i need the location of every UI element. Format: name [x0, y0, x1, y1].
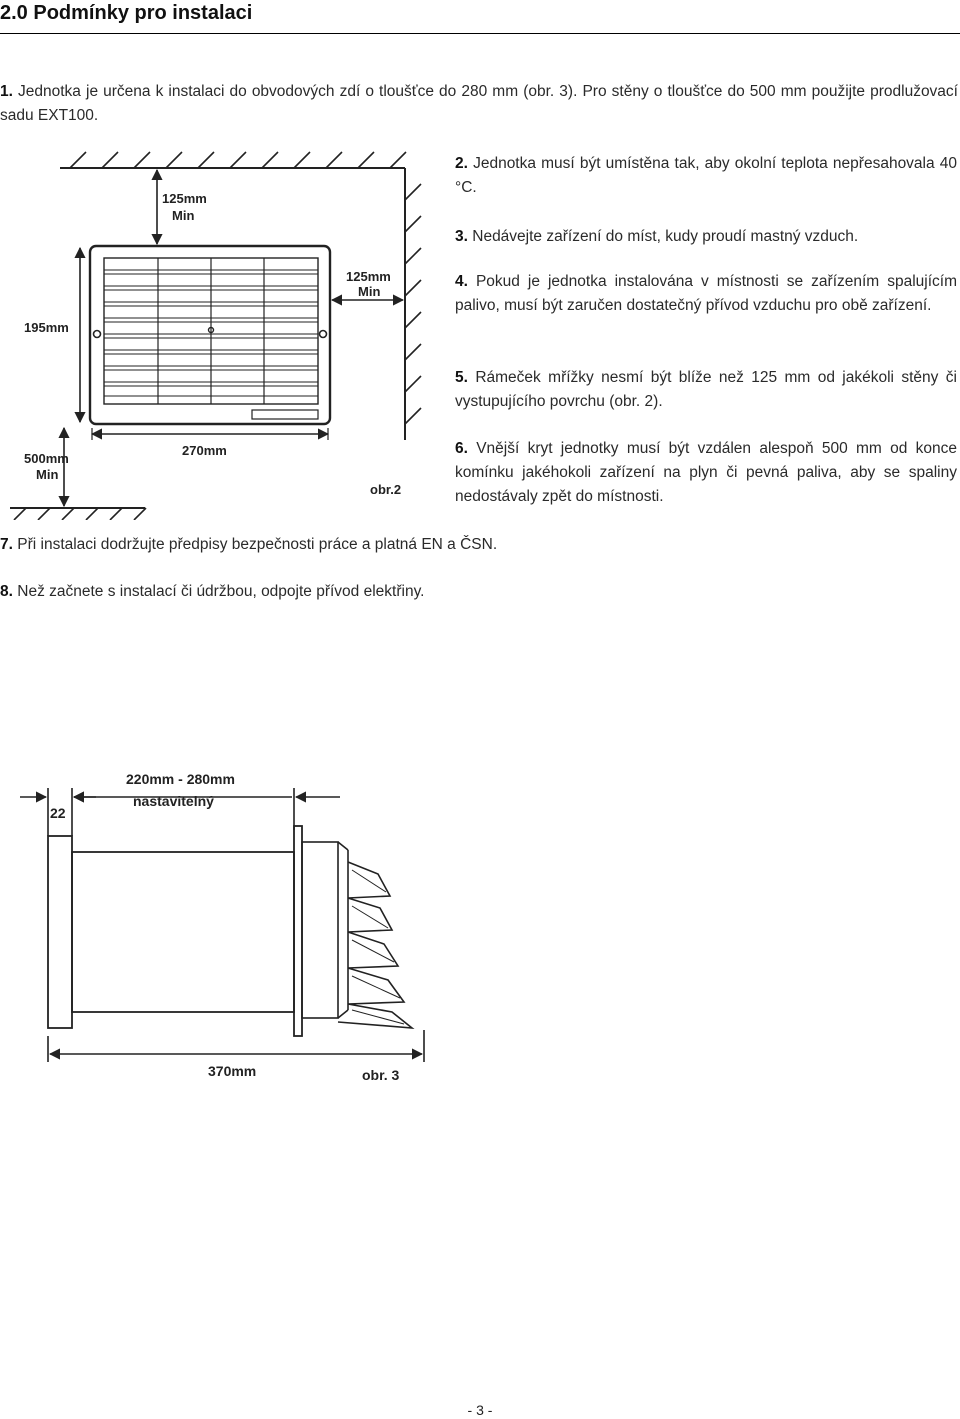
item-3	[455, 225, 957, 249]
page-number: - 3 -	[467, 1402, 493, 1418]
depth-range-value: 220mm - 280mm	[126, 771, 235, 787]
item-2-number: 2.	[455, 155, 468, 172]
item-5-text: Rámeček mřížky nesmí být blíže než 125 mm od jakékoli stěny či vystupujícího povrchu (obr. 2).	[455, 369, 957, 410]
item-2	[455, 152, 957, 200]
figure-3-caption: obr. 3	[362, 1067, 400, 1083]
item-1-number: 1.	[0, 83, 13, 100]
figure-2-caption: obr.2	[370, 482, 402, 497]
clearance-diagram	[0, 140, 450, 520]
bottom-clearance-value: 500mm	[24, 451, 69, 466]
item-4	[455, 270, 957, 318]
item-8-text: Než začnete s instalací či údržbou, odpojte přívod elektřiny.	[17, 583, 425, 600]
top-clearance-min: Min	[172, 208, 195, 223]
item-8-number: 8.	[0, 583, 13, 600]
bottom-clearance-min: Min	[36, 467, 59, 482]
length-value: 370mm	[208, 1063, 257, 1079]
item-8	[0, 580, 958, 604]
item-3-number: 3.	[455, 228, 468, 245]
top-clearance-value: 125mm	[162, 191, 207, 206]
width-value: 270mm	[182, 443, 227, 458]
item-3-text: Nedávejte zařízení do míst, kudy proudí mastný vzduch.	[472, 228, 859, 245]
item-6	[455, 437, 957, 509]
item-4-number: 4.	[455, 273, 468, 290]
item-2-text: Jednotka musí být umístěna tak, aby okolní teplota nepřesahovala 40 °C.	[455, 155, 957, 196]
item-1	[0, 80, 958, 128]
item-7-number: 7.	[0, 536, 13, 553]
item-5-number: 5.	[455, 369, 468, 386]
item-6-number: 6.	[455, 440, 468, 457]
unit-side-diagram	[0, 760, 460, 1090]
item-1-text: Jednotka je určena k instalaci do obvodových zdí o tloušťce do 280 mm (obr. 3). Pro stěny o tloušťce do 500 mm použijte prodlužovací sadu EXT100.	[0, 83, 958, 124]
section-heading: 2.0 Podmínky pro instalaci	[0, 0, 960, 34]
flange-value: 22	[50, 805, 66, 821]
side-clearance-value: 125mm	[346, 269, 391, 284]
item-6-text: Vnější kryt jednotky musí být vzdálen alespoň 500 mm od konce komínku jakéhokoli zařízení na plyn či pevná paliva, aby se spaliny nedostávaly zpět do místnosti.	[455, 440, 957, 505]
item-4-text: Pokud je jednotka instalována v místnosti se zařízením spalujícím palivo, musí být zaručen dostatečný přívod vzduchu pro obě zařízení.	[455, 273, 958, 314]
item-7-text: Při instalaci dodržujte předpisy bezpečnosti práce a platná EN a ČSN.	[17, 536, 498, 553]
item-7	[0, 533, 958, 557]
item-5	[455, 366, 957, 414]
side-clearance-min: Min	[358, 284, 381, 299]
depth-range-note: nastavitelný	[133, 793, 214, 809]
height-value: 195mm	[24, 320, 69, 335]
